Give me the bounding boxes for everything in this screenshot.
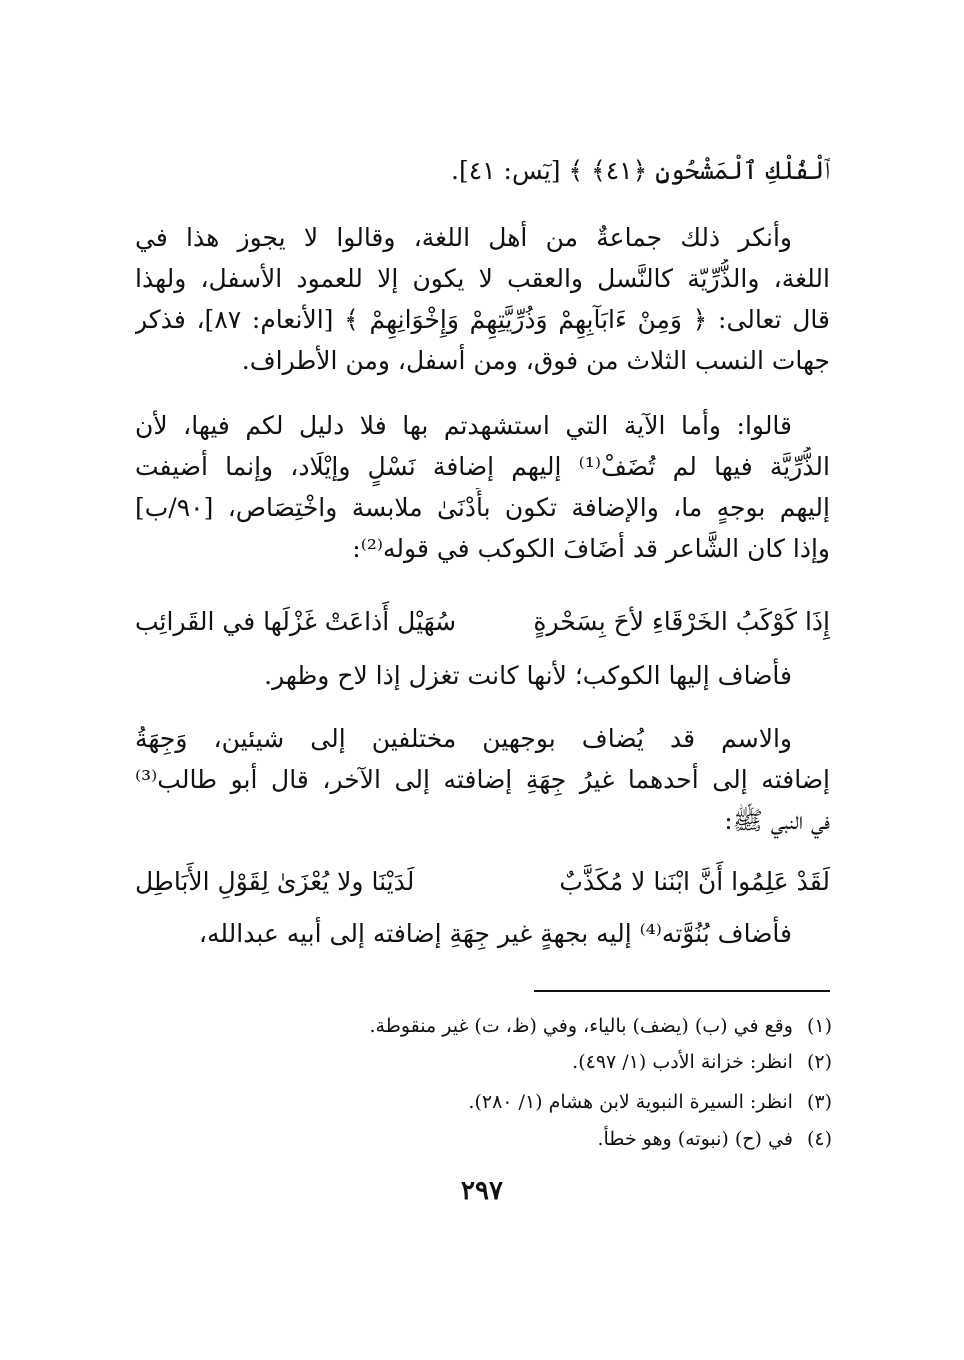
footnote-3: [300, 1087, 832, 1117]
after-verse-1-line: فأضاف إليها الكوكب؛ لأنها كانت تغزل إذا لاح وظهر.: [264, 661, 792, 690]
footnote-number: (٢): [806, 1051, 832, 1073]
paragraph-1-line-2: اللغة، والذُّرِّيّة كالنَّسل والعقب لا يكون إلا للعمود الأسفل، ولهذا: [135, 264, 830, 293]
paragraph-3-line-2: إضافته إلى أحدهما غيرُ جِهَةِ إضافته إلى الآخر، قال أبو طالب⁽³⁾: [135, 765, 830, 794]
footnote-1: [300, 1011, 832, 1041]
paragraph-3-line-3: في النبي ﷺ:: [724, 806, 830, 835]
footnote-4: [300, 1124, 832, 1154]
paragraph-1-line-3: قال تعالى: ﴿ وَمِنْ ءَابَآبِهِمْ وَذُرِّيَّتِهِمْ وَإِخْوَانِهِمْ ﴾ [الأنعام: ٨٧]، فذكر: [135, 305, 830, 334]
footnote-text: انظر: السيرة النبوية لابن هشام (١/ ٢٨٠).: [468, 1091, 793, 1113]
verse-2-second-hemistich: لَدَيْنَا ولا يُعْزَىٰ لِقَوْلِ الأَبَاطِل: [135, 867, 415, 896]
paragraph-2-line-2: الذُّرِّيَّة فيها لم تُضَفْ⁽¹⁾ إليهم إضافة نَسْلٍ وإيْلَاد، وإنما أضيفت: [135, 452, 830, 481]
paragraph-2-line-4: وإذا كان الشَّاعر قد أضَافَ الكوكب في قوله⁽²⁾:: [352, 534, 830, 563]
footnote-text: وقع في (ب) (يضف) بالياء، وفي (ظ، ت) غير منقوطة.: [369, 1015, 793, 1037]
verse-1-first-hemistich: إِذَا كَوْكَبُ الخَرْقَاءِ لأحَ بِسَحْرةٍ: [533, 607, 830, 636]
footnote-text: انظر: خزانة الأدب (١/ ٤٩٧).: [572, 1051, 793, 1073]
footnote-separator: [534, 990, 830, 992]
paragraph-3-line-1: والاسم قد يُضاف بوجهين مختلفين إلى شيئين، وَجِهَةُ: [135, 724, 792, 753]
quran-verse-end-line: ﭐلْفُلْكِ ٱلْمَشْحُونِ ﴿٤١﴾ ﴾ [يٓس: ٤١].: [451, 156, 830, 185]
after-verse-2-line: فأضاف بُنُوَّته⁽⁴⁾ إليه بجهةٍ غير جِهَةِ إضافته إلى أبيه عبدالله،: [198, 919, 792, 948]
paragraph-2-line-1: قالوا: وأما الآية التي استشهدتم بها فلا دليل لكم فيها، لأن: [135, 411, 792, 440]
paragraph-2-line-3: إليهم بوجهٍ ما، والإضافة تكون بأَدْنَىٰ ملابسة واخْتِصَاص، [٩٠/ب]: [135, 493, 830, 522]
footnote-text: في (ح) (نبوته) وهو خطأ.: [597, 1128, 793, 1150]
paragraph-1-line-1: وأنكر ذلك جماعةٌ من أهل اللغة، وقالوا لا يجوز هذا في: [135, 223, 792, 252]
page-number: ٢٩٧: [461, 1176, 503, 1206]
footnote-2: [300, 1047, 832, 1077]
footnote-number: (١): [806, 1015, 832, 1037]
footnote-number: (٣): [806, 1091, 832, 1113]
footnote-number: (٤): [806, 1128, 832, 1150]
verse-1-second-hemistich: سُهَيْل أَذاعَتْ غَزْلَها في القَرائِب: [135, 607, 457, 636]
paragraph-1-line-4: جهات النسب الثلاث من فوق، ومن أسفل، ومن الأطراف.: [241, 346, 830, 375]
poetry-verse-1: [135, 600, 830, 644]
verse-2-first-hemistich: لَقَدْ عَلِمُوا أَنَّ ابْنَنا لا مُكَذَّبٌ: [559, 867, 830, 896]
poetry-verse-2: [135, 860, 830, 904]
